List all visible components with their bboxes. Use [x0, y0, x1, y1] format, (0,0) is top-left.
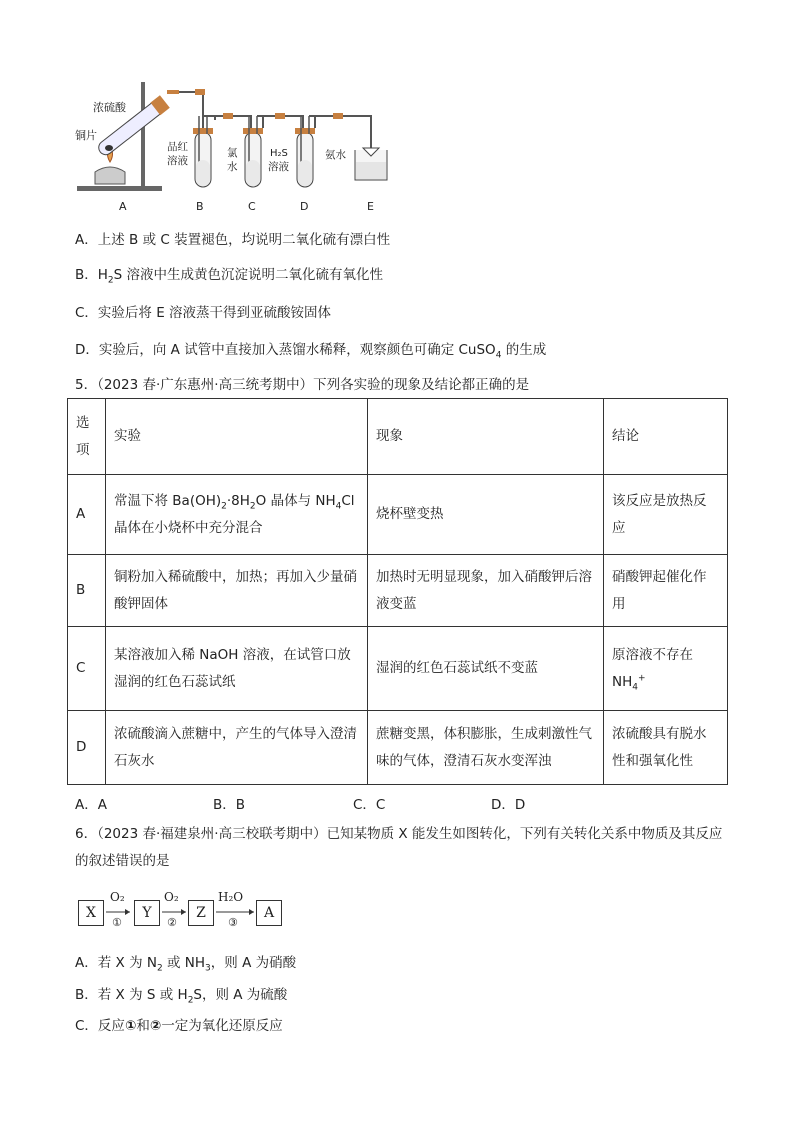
- transformation-flow: [78, 892, 338, 942]
- connector-1: [223, 113, 233, 119]
- row-experiment: 铜粉加入稀硫酸中，加热；再加入少量硝酸钾固体: [106, 555, 368, 627]
- q4-b-post: S 溶液中生成黄色沉淀说明二氧化硫有氧化性: [113, 267, 384, 283]
- header-conclusion: 结论: [604, 399, 728, 475]
- step-1: ①: [112, 916, 122, 929]
- q4-b-pre: B．H: [75, 267, 108, 283]
- node-a: A: [256, 900, 282, 926]
- q5-option-b: B．B: [213, 797, 246, 813]
- row-conclusion: 浓硫酸具有脱水性和强氧化性: [604, 711, 728, 785]
- q4-option-d: [75, 338, 547, 361]
- row-option: A: [68, 475, 106, 555]
- reagent-2: O₂: [164, 890, 179, 904]
- row-experiment: 常温下将 $Ba(OH)_2\cdot 8H_2O$ 晶体与 $NH_4Cl$ 晶体在小烧杯中充分混合: [106, 475, 368, 555]
- table-row: [68, 627, 728, 711]
- top-tubing: [203, 92, 371, 116]
- q5-table: [67, 398, 728, 785]
- letter-c: C: [248, 200, 256, 213]
- stand-rod: [141, 82, 145, 188]
- row-option: D: [68, 711, 106, 785]
- label-h2s-2: 溶液: [268, 161, 289, 173]
- node-x: X: [78, 900, 104, 926]
- stopper-b: [193, 128, 213, 134]
- q4-d-pre: D．实验后，向 A 试管中直接加入蒸馏水稀释，观察颜色可确定 CuSO: [75, 342, 496, 358]
- row-phenomenon: 湿润的红色石蕊试纸不变蓝: [368, 627, 604, 711]
- q5-option-a: A．A: [75, 797, 107, 813]
- stopper-d: [295, 128, 315, 134]
- row-option: B: [68, 555, 106, 627]
- label-red-2: 溶液: [167, 155, 188, 167]
- q4-option-a: A．上述 B 或 C 装置褪色，均说明二氧化硫有漂白性: [75, 232, 391, 248]
- stand-base: [77, 186, 162, 191]
- table-row: [68, 555, 728, 627]
- label-cl: 氯: [227, 147, 238, 159]
- table-header-row: [68, 399, 728, 475]
- q6-option-a: A．若 X 为 $N_2$ 或 $NH_3$，则 A 为硝酸: [75, 955, 297, 974]
- label-red: 品红: [167, 141, 188, 153]
- row-conclusion: 该反应是放热反应: [604, 475, 728, 555]
- header-option: 选 项: [68, 399, 106, 475]
- table-row: [68, 475, 728, 555]
- step-2: ②: [167, 916, 177, 929]
- row-phenomenon: 蔗糖变黑，体积膨胀，生成刺激性气味的气体，澄清石灰水变浑浊: [368, 711, 604, 785]
- row-experiment: 浓硫酸滴入蔗糖中，产生的气体导入澄清石灰水: [106, 711, 368, 785]
- reagent-3: H₂O: [218, 890, 244, 904]
- connector-4: [195, 89, 205, 95]
- row-conclusion: 硝酸钾起催化作用: [604, 555, 728, 627]
- q4-option-c: C．实验后将 E 溶液蒸干得到亚硫酸铵固体: [75, 305, 332, 321]
- liquid-b: [196, 160, 210, 186]
- reagent-1: O₂: [110, 890, 125, 904]
- q4-b-sub: 2: [107, 275, 114, 286]
- apparatus-diagram: [75, 80, 405, 215]
- label-conc-acid: 浓硫酸: [93, 101, 126, 114]
- letter-d: D: [300, 200, 309, 213]
- label-cl-2: 水: [227, 161, 238, 173]
- copper-pieces: [105, 145, 113, 151]
- beaker-liquid: [356, 162, 386, 179]
- label-ammonia: 氨水: [325, 149, 346, 161]
- row-phenomenon: 加热时无明显现象，加入硝酸钾后溶液变蓝: [368, 555, 604, 627]
- header-experiment: 实验: [106, 399, 368, 475]
- row-option: C: [68, 627, 106, 711]
- q6-option-b: B．若 X 为 S 或 $H_2S$，则 A 为硫酸: [75, 987, 288, 1006]
- header-phenomenon: 现象: [368, 399, 604, 475]
- connector-3: [333, 113, 343, 119]
- node-y: Y: [134, 900, 160, 926]
- q4-option-b: [75, 263, 384, 286]
- letter-b: B: [196, 200, 204, 213]
- q6-stem: 6．（2023 春·福建泉州·高三校联考期中）已知某物质 X 能发生如图转化，下列有关转化关系中物质及其反应的叙述错误的是: [75, 826, 723, 869]
- liquid-c: [246, 160, 260, 186]
- row-phenomenon: 烧杯壁变热: [368, 475, 604, 555]
- q4-d-sub: 4: [495, 350, 502, 361]
- q5-stem: 5．（2023 春·广东惠州·高三统考期中）下列各实验的现象及结论都正确的是: [75, 377, 530, 393]
- letter-a: A: [119, 200, 127, 213]
- letter-e: E: [367, 200, 374, 213]
- label-h2s: H₂S: [270, 148, 288, 159]
- liquid-d: [298, 160, 312, 186]
- q6-option-c: C．反应①和②一定为氧化还原反应: [75, 1018, 283, 1034]
- q5-option-d: D．D: [491, 797, 526, 813]
- connector-2: [275, 113, 285, 119]
- stopper-c: [243, 128, 263, 134]
- row-conclusion: 原溶液不存在 $NH_4^+$: [604, 627, 728, 711]
- label-copper: 铜片: [75, 129, 97, 142]
- table-row: [68, 711, 728, 785]
- row-experiment: 某溶液加入稀 NaOH 溶液，在试管口放湿润的红色石蕊试纸: [106, 627, 368, 711]
- q5-option-c: C．C: [353, 797, 386, 813]
- q4-d-post: 的生成: [501, 342, 547, 358]
- alcohol-lamp: [95, 167, 125, 184]
- step-3: ③: [228, 916, 238, 929]
- node-z: Z: [188, 900, 214, 926]
